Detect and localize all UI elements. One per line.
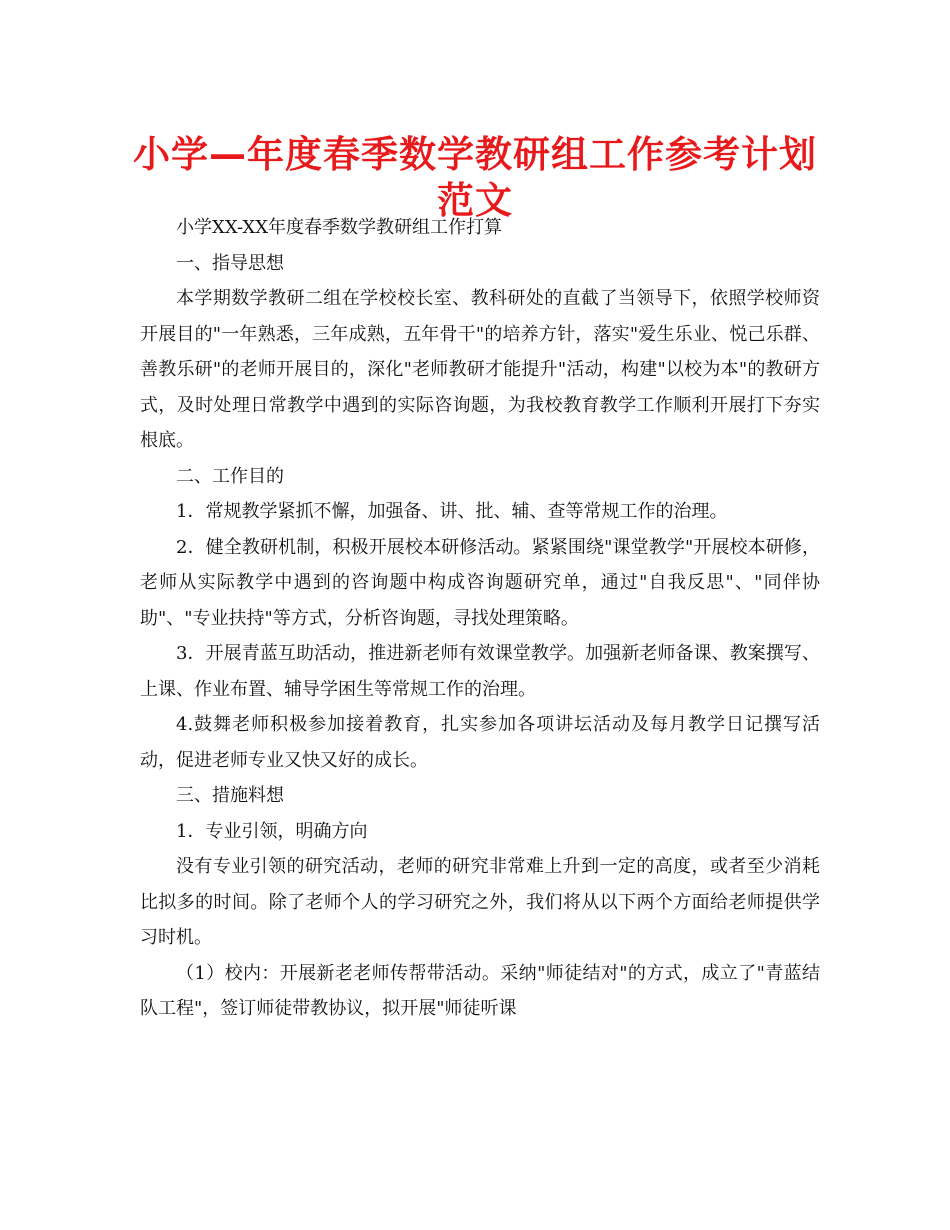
body-paragraph: 2．健全教研机制，积极开展校本研修活动。紧紧围绕"课堂教学"开展校本研修，老师从实际教学中遇到的咨询题中构成咨询题研究单，通过"自我反思"、"同伴协助"、"专业扶持"等方式，分析咨询题，寻找处理策略。 bbox=[140, 536, 820, 629]
subtitle-paragraph: 小学XX-XX年度春季数学教研组工作打算 bbox=[176, 217, 503, 238]
section-heading-measures: 三、措施料想 bbox=[176, 785, 284, 806]
document-title: 小学—年度春季数学教研组工作参考计划 bbox=[133, 133, 817, 176]
body-paragraph: 本学期数学教研二组在学校校长室、教科研处的直截了当领导下，依照学校师资开展目的"一年熟悉，三年成熟，五年骨干"的培养方针，落实"爱生乐业、悦己乐群、善教乐研"的老师开展目的，深化"老师教研才能提升"活动，构建"以校为本"的教研方式，及时处理日常教学中遇到的实际咨询题，为我校教育教学工作顺利开展打下夯实根底。 bbox=[140, 288, 820, 451]
body-paragraph: 3．开展青蓝互助活动，推进新老师有效课堂教学。加强新老师备课、教案撰写、上课、作业布置、辅导学困生等常规工作的治理。 bbox=[140, 643, 820, 700]
document-title-continued: 范文 bbox=[437, 179, 513, 222]
body-paragraph: 4.鼓舞老师积极参加接着教育，扎实参加各项讲坛活动及每月教学日记撰写活动，促进老师专业又快又好的成长。 bbox=[140, 714, 820, 771]
sub-heading: 1．专业引领，明确方向 bbox=[176, 820, 368, 842]
section-heading-guiding-thought: 一、指导思想 bbox=[176, 252, 284, 274]
body-paragraph: 1．常规教学紧抓不懈，加强备、讲、批、辅、查等常规工作的治理。 bbox=[176, 501, 728, 522]
body-paragraph: （1）校内：开展新老老师传帮带活动。采纳"师徒结对"的方式，成立了"青蓝结队工程"，签订师徒带教协议，拟开展"师徒听课 bbox=[140, 962, 820, 1019]
body-paragraph: 没有专业引领的研究活动，老师的研究非常难上升到一定的高度，或者至少消耗比拟多的时间。除了老师个人的学习研究之外，我们将从以下两个方面给老师提供学习时机。 bbox=[140, 856, 820, 948]
document-body bbox=[140, 210, 820, 1027]
section-heading-work-goals: 二、工作目的 bbox=[176, 465, 284, 487]
